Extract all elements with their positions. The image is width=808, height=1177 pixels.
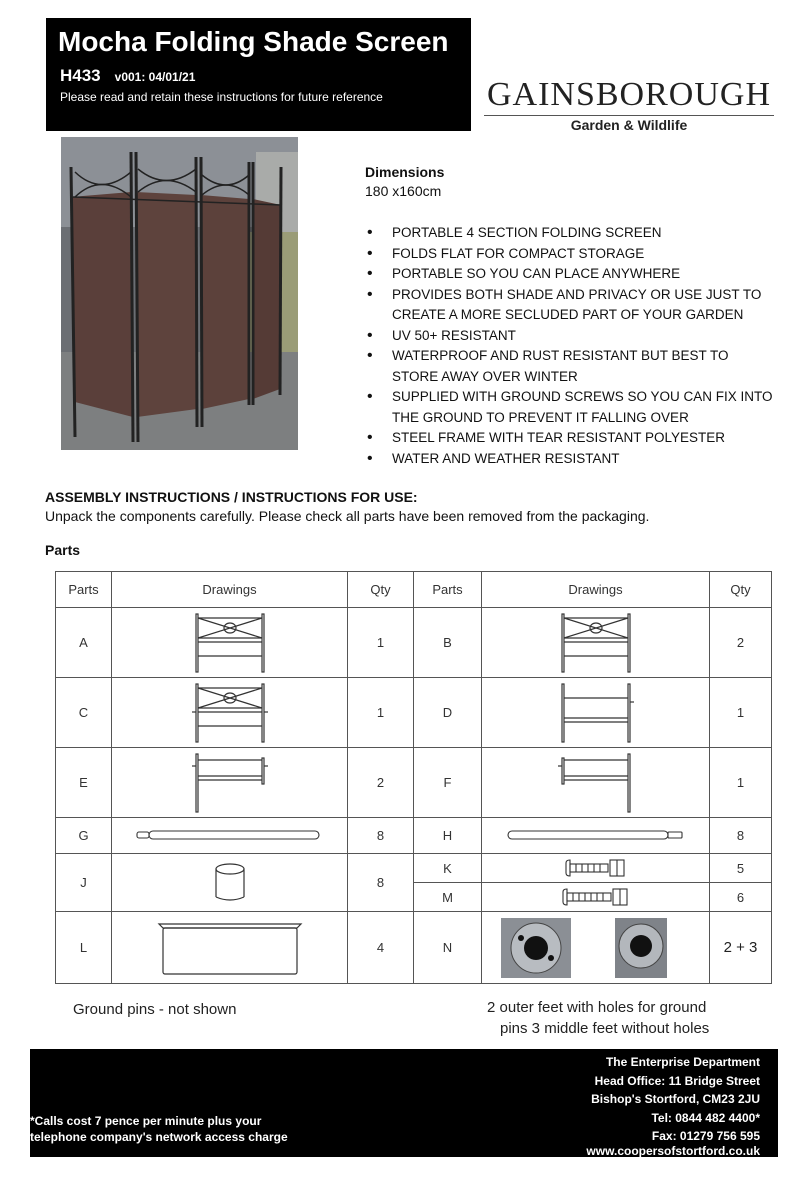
dimensions-label: Dimensions: [365, 164, 445, 180]
part-qty: 6: [710, 883, 772, 912]
feature-item: • PORTABLE 4 SECTION FOLDING SCREEN: [365, 223, 775, 244]
part-qty: 2: [348, 748, 414, 818]
part-m-drawing: [482, 883, 710, 912]
part-qty: 2: [710, 608, 772, 678]
feature-item: • SUPPLIED WITH GROUND SCREWS SO YOU CAN FIX INTO THE GROUND TO PREVENT IT FALLING OVER: [365, 387, 775, 428]
part-qty: 1: [348, 608, 414, 678]
part-id: J: [56, 854, 112, 912]
part-id: A: [56, 608, 112, 678]
part-id: B: [414, 608, 482, 678]
retain-note: Please read and retain these instructions for future reference: [60, 90, 383, 104]
header-parts: Parts: [414, 572, 482, 608]
feature-item: • UV 50+ RESISTANT: [365, 326, 775, 347]
part-qty: 8: [348, 818, 414, 854]
feature-item: • FOLDS FLAT FOR COMPACT STORAGE: [365, 244, 775, 265]
brand-logo: [484, 76, 774, 136]
part-id: K: [414, 854, 482, 883]
telephone: Tel: 0844 482 4400*: [651, 1110, 760, 1125]
calls-note: [30, 1113, 288, 1145]
folding-screen-image: [61, 137, 298, 450]
part-l-drawing: [112, 912, 348, 984]
part-qty: 8: [348, 854, 414, 912]
parts-title: Parts: [45, 542, 81, 558]
part-c-drawing: [112, 678, 348, 748]
product-code: H433: [60, 66, 101, 85]
dimensions-value: 180 x160cm: [365, 183, 442, 199]
feature-item: • PORTABLE SO YOU CAN PLACE ANYWHERE: [365, 264, 775, 285]
ground-pins-note: Ground pins - not shown: [73, 1001, 237, 1018]
head-office: Head Office: 11 Bridge Street: [594, 1073, 760, 1088]
parts-table: [55, 571, 771, 994]
feet-note: [487, 997, 777, 1039]
feature-list: [365, 223, 775, 469]
fax: Fax: 01279 756 595: [651, 1129, 760, 1143]
table-row: [56, 818, 772, 854]
title-block: [46, 18, 471, 131]
part-qty: 1: [710, 678, 772, 748]
feet-note-line1: 2 outer feet with holes for ground: [487, 999, 707, 1016]
website-link[interactable]: www.coopersofstortford.co.uk: [586, 1143, 760, 1158]
header-qty: Qty: [710, 572, 772, 608]
part-b-drawing: [482, 608, 710, 678]
header-parts: Parts: [56, 572, 112, 608]
part-g-drawing: [112, 818, 348, 854]
product-photo: [61, 137, 298, 450]
version: v001: 04/01/21: [114, 70, 196, 84]
part-k-drawing: [482, 854, 710, 883]
town: Bishop's Stortford, CM23 2JU: [591, 1092, 760, 1106]
part-qty: 1: [348, 678, 414, 748]
contact-block: [586, 1053, 760, 1160]
part-qty: 5: [710, 854, 772, 883]
calls-note-line1: *Calls cost 7 pence per minute plus your: [30, 1114, 262, 1128]
part-id: H: [414, 818, 482, 854]
footer: [30, 1049, 778, 1157]
assembly-text: Unpack the components carefully. Please check all parts have been removed from the packaging.: [45, 508, 650, 524]
table-row: [56, 748, 772, 818]
part-e-drawing: [112, 748, 348, 818]
part-id: L: [56, 912, 112, 984]
assembly-heading: ASSEMBLY INSTRUCTIONS / INSTRUCTIONS FOR USE:: [45, 489, 418, 505]
part-a-drawing: [112, 608, 348, 678]
part-id: N: [414, 912, 482, 984]
part-n-drawing: [482, 912, 710, 984]
table-row: [56, 678, 772, 748]
brand-tagline: Garden & Wildlife: [570, 117, 688, 133]
part-id: C: [56, 678, 112, 748]
part-id: G: [56, 818, 112, 854]
department: The Enterprise Department: [605, 1055, 760, 1069]
feature-item: • STEEL FRAME WITH TEAR RESISTANT POLYESTER: [365, 428, 775, 449]
part-d-drawing: [482, 678, 710, 748]
part-qty: 1: [710, 748, 772, 818]
feature-item: • PROVIDES BOTH SHADE AND PRIVACY OR USE JUST TO CREATE A MORE SECLUDED PART OF YOUR GARDEN: [365, 285, 775, 326]
part-id: F: [414, 748, 482, 818]
feature-item: • WATERPROOF AND RUST RESISTANT BUT BEST TO STORE AWAY OVER WINTER: [365, 346, 775, 387]
feature-item: • WATER AND WEATHER RESISTANT: [365, 449, 775, 470]
header-drawings: Drawings: [112, 572, 348, 608]
calls-note-line2: telephone company's network access charge: [30, 1130, 288, 1144]
table-row: [56, 854, 772, 883]
part-qty: 4: [348, 912, 414, 984]
brand-name: GAINSBOROUGH: [484, 76, 774, 116]
table-row: [56, 608, 772, 678]
part-id: E: [56, 748, 112, 818]
product-code-line: [60, 66, 195, 86]
part-h-drawing: [482, 818, 710, 854]
feet-note-line2: pins 3 middle feet without holes: [500, 1020, 710, 1037]
product-title: Mocha Folding Shade Screen: [58, 26, 449, 57]
part-qty: 2 + 3: [710, 912, 772, 984]
part-id: D: [414, 678, 482, 748]
table-row: [56, 912, 772, 984]
assembly-section: [45, 488, 785, 526]
dimensions: [365, 163, 444, 201]
part-j-drawing: [112, 854, 348, 912]
part-id: M: [414, 883, 482, 912]
part-qty: 8: [710, 818, 772, 854]
header-drawings: Drawings: [482, 572, 710, 608]
header-qty: Qty: [348, 572, 414, 608]
part-f-drawing: [482, 748, 710, 818]
